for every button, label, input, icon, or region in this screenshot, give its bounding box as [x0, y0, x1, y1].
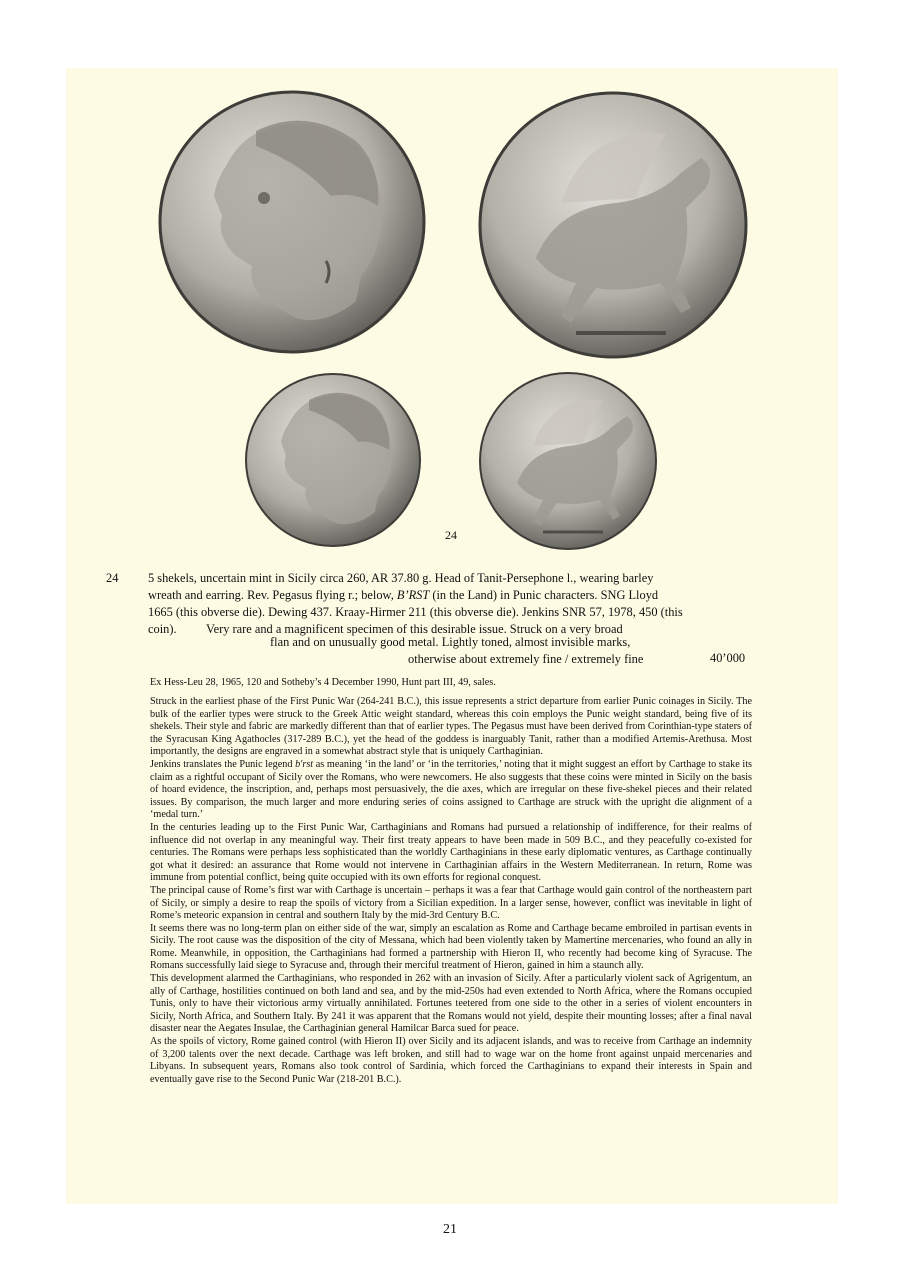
- lot-number: 24: [106, 571, 119, 585]
- commentary-paragraph-3: In the centuries leading up to the First Punic War, Carthaginians and Romans had pursued a relationship of indifference, for their realms of influence did not overlap in any meaningful way. Their first treaty appears to have been made in 509 B.C., and they peacefully co-existed for centuries. The Romans were perhaps less sophisticated than the worldly Carthaginians in these early diplomatic ventures, as Carthage continually got what it desired: an assurance that Rome would not intervene in Carthaginian affairs in the Western Mediterranean. In return, Rome was immune from potential conflict, being quite occupied with its own efforts for regional conquest.: [150, 821, 752, 884]
- obverse-large-coin-image: [156, 86, 428, 358]
- commentary-paragraph-1: Struck in the earliest phase of the First Punic War (264-241 B.C.), this issue represents a strict departure from earlier Punic coinages in Sicily. The bulk of the earlier types were struck to the Greek Attic weight standard, whereas this coin employs the Punic weight standard, being five of its shekels. Their style and fabric are markedly different than that of earlier types. The Pegasus must have been derived from Corinthian-type staters of the Syracusan King Agathocles (317-289 B.C.), yet the head of the goddess is inarguably Tanit, rather than a modified Artemis-Arethusa. Most importantly, the designs are engraved in a somewhat abstract style that is uniquely Carthaginian.: [150, 696, 752, 758]
- lot-line-1: 5 shekels, uncertain mint in Sicily circa 260, AR 37.80 g. Head of Tanit-Persephone l., wearing barley: [148, 571, 654, 585]
- reverse-large-coin-image: [476, 88, 750, 362]
- commentary-paragraph-6: This development alarmed the Carthaginians, who responded in 262 with an invasion of Sicily. After a particularly violent sack of Agrigentum, an ally of Carthage, hostilities continued on both land and sea, and by the mid-250s had even extended to North Africa, where the Romans occupied Tunis, only to have their victorious army virtually annihilated. Fortunes teetered from one side to the other in a series of violent encounters in Sicily, North Africa, and Southern Italy. By 241 it was apparent that the Romans would not yield, despite their mounting losses; after a final naval disaster near the Aegates Insulae, the Carthaginian general Hamilcar Barca sued for peace.: [150, 973, 752, 1035]
- estimate-price: 40’000: [710, 651, 746, 665]
- commentary: [150, 696, 752, 1086]
- lot-line-3: 1665 (this obverse die). Dewing 437. Kraay-Hirmer 211 (this obverse die). Jenkins SNR 57, 1978, 450 (this: [148, 605, 683, 619]
- lot-line-2: wreath and earring. Rev. Pegasus flying r.; below, B’RST (in the Land) in Punic characters. SNG Lloyd: [148, 588, 659, 602]
- grade-line-3: otherwise about extremely fine / extremely fine: [408, 652, 644, 666]
- lot-line-4: coin). Very rare and a magnificent specimen of this desirable issue. Struck on a very broad: [148, 622, 623, 636]
- commentary-paragraph-5: It seems there was no long-term plan on either side of the war, simply an escalation as Rome and Carthage became embroiled in partisan events in Sicily. The root cause was the disposition of the city of Messana, which had been violently taken by Mamertine mercenaries, who found an ally in Rome. Meanwhile, in opposition, the Carthaginians had formed a partnership with Hieron II, who recently had become king of Syracuse. The Romans successfully laid siege to Syracuse and, through their merciful treatment of Hieron, gained in him a staunch ally.: [150, 922, 752, 972]
- provenance: Ex Hess-Leu 28, 1965, 120 and Sotheby’s 4 December 1990, Hunt part III, 49, sales.: [150, 677, 496, 688]
- commentary-paragraph-4: The principal cause of Rome’s first war with Carthage is uncertain – perhaps it was a fear that Carthage would gain control of the northeastern part of Sicily, or simply a desire to reap the spoils of victory from a Sicilian expedition. In a larger sense, however, conflict was inevitable in light of Rome’s meteoric expansion in central and southern Italy by the mid-3rd Century B.C.: [150, 884, 752, 922]
- plate-number: 24: [445, 528, 457, 542]
- lot-description: [148, 570, 752, 638]
- commentary-paragraph-2: Jenkins translates the Punic legend b'rst as meaning ‘in the land’ or ‘in the territories,’ noting that it might suggest an effort by Carthage to stake its claim as a rightful occupant of Sicily over the Romans, who were newcomers. He also suggests that these coins were minted in Sicily on the basis of hoard evidence, the inscription, and, perhaps most persuasively, the die axes, which are irregular on these five-shekel pieces and their related issues. By comparison, the much larger and more enduring series of coins assigned to Carthage are struck with the upright die alignment of a ‘medal turn.’: [150, 758, 753, 821]
- page-number: 21: [443, 1222, 457, 1237]
- grade-line-2: flan and on unusually good metal. Lightly toned, almost invisible marks,: [270, 635, 631, 649]
- reverse-small-coin-image: [477, 370, 659, 552]
- commentary-paragraph-7: As the spoils of victory, Rome gained control (with Hieron II) over Sicily and its adjacent islands, and was to receive from Carthage an indemnity of 3,200 talents over the next decade. Carthage was left broken, and still had to wage war on the home front against unpaid mercenaries and Libyans. In subsequent years, Romans also took control of Sardinia, which forced the Carthaginians to expand their interests in Spain and eventually gave rise to the Second Punic War (218-201 B.C.).: [150, 1036, 752, 1085]
- obverse-small-coin-image: [243, 370, 423, 550]
